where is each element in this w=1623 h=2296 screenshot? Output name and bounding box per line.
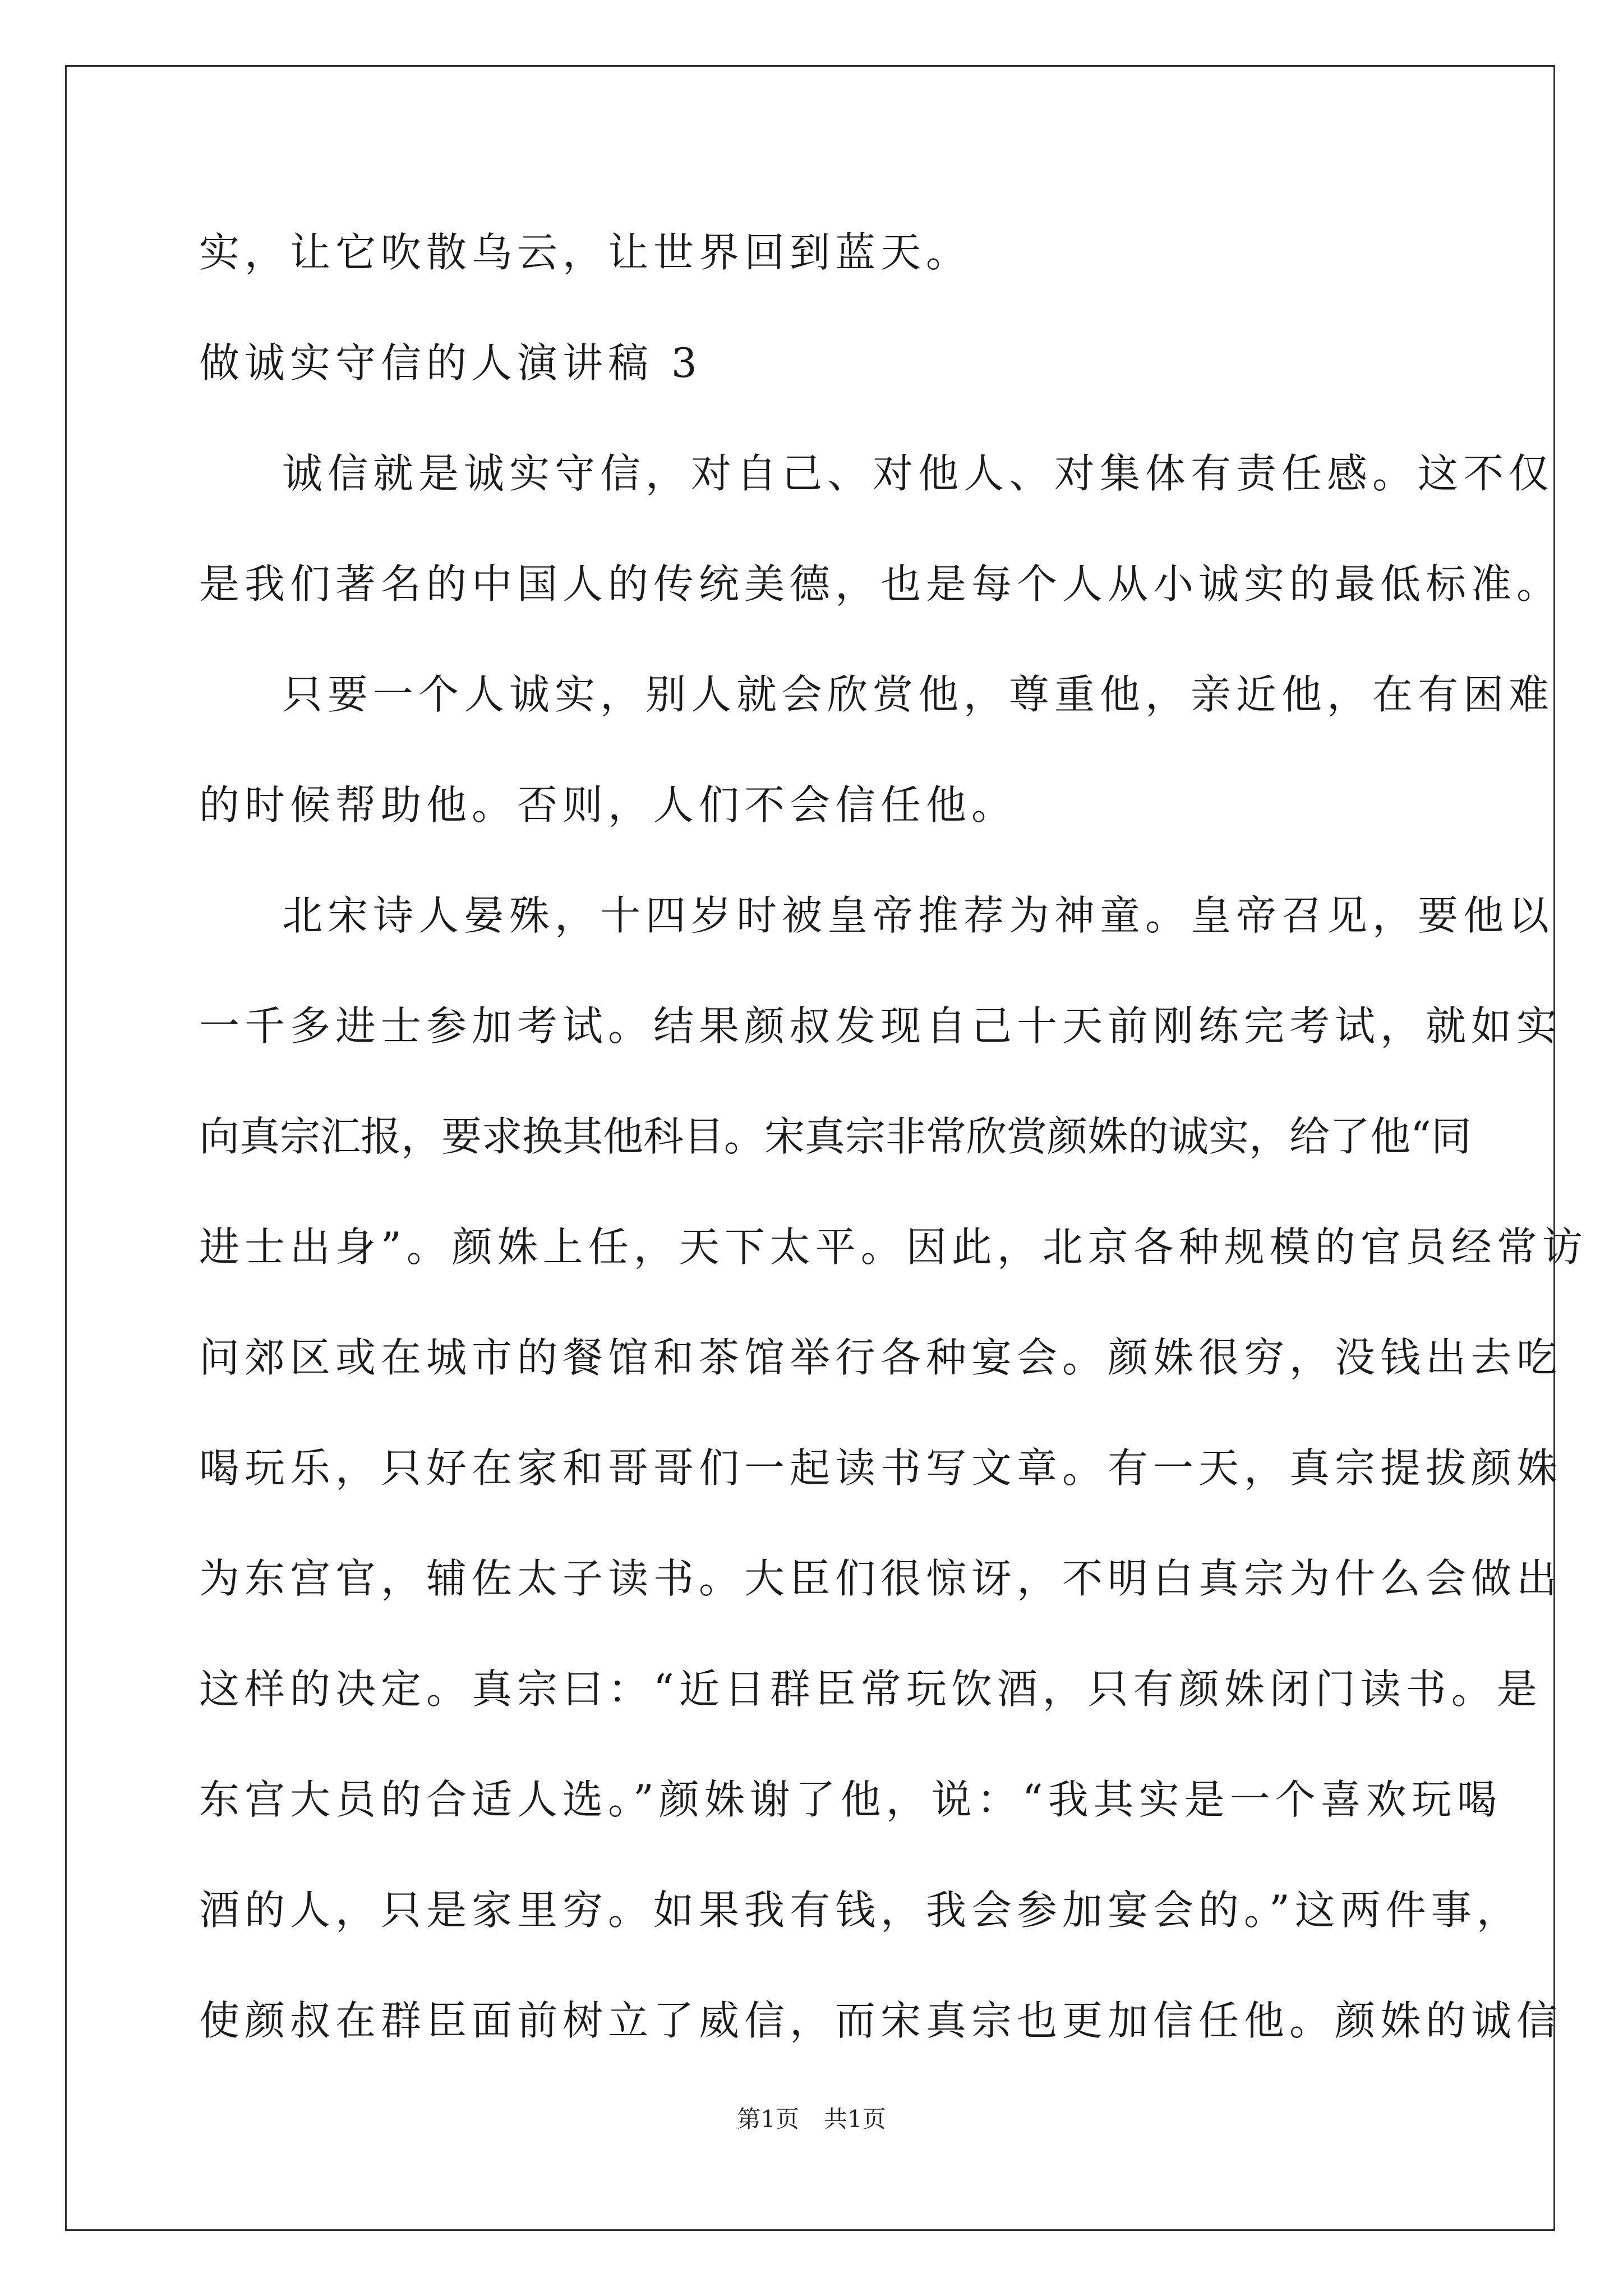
- paragraph-line: 一千多进士参加考试。结果颜叔发现自己十天前刚练完考试，就如实: [199, 1002, 1562, 1050]
- section-heading: 做诚实守信的人演讲稿 3: [199, 339, 702, 386]
- paragraph-line: 是我们著名的中国人的传统美德，也是每个人从小诚实的最低标准。: [199, 560, 1562, 608]
- paragraph-line: 使颜叔在群臣面前树立了威信，而宋真宗也更加信任他。颜姝的诚信: [199, 1997, 1562, 2044]
- page-total: 共1页: [824, 2105, 886, 2133]
- text-line: 实，让它吹散乌云，让世界回到蓝天。: [199, 229, 972, 276]
- paragraph-line: 喝玩乐，只好在家和哥哥们一起读书写文章。有一天，真宗提拔颜姝: [199, 1444, 1562, 1492]
- paragraph-line: 北宋诗人晏殊，十四岁时被皇帝推荐为神童。皇帝召见，要他以: [282, 892, 1555, 939]
- paragraph-line: 诚信就是诚实守信，对自己、对他人、对集体有责任感。这不仅: [282, 450, 1555, 497]
- paragraph-line: 酒的人，只是家里穷。如果我有钱，我会参加宴会的。”这两件事，: [199, 1887, 1522, 1934]
- paragraph-line: 这样的决定。真宗曰：“近日群臣常玩饮酒，只有颜姝闭门读书。是: [199, 1665, 1542, 1713]
- paragraph-line: 为东宫官，辅佐太子读书。大臣们很惊讶，不明白真宗为什么会做出: [199, 1555, 1562, 1602]
- paragraph-line: 的时候帮助他。否则，人们不会信任他。: [199, 781, 1017, 829]
- paragraph-line: 向真宗汇报，要求换其他科目。宋真宗非常欣赏颜姝的诚实，给了他“同: [199, 1113, 1472, 1160]
- paragraph-line: 只要一个人诚实，别人就会欣赏他，尊重他，亲近他，在有困难: [282, 671, 1555, 718]
- paragraph-line: 问郊区或在城市的餐馆和茶馆举行各种宴会。颜姝很穷，没钱出去吃: [199, 1334, 1562, 1381]
- page-footer: [0, 2101, 1623, 2134]
- paragraph-line: 东宫大员的合适人选。”颜姝谢了他，说：“我其实是一个喜欢玩喝: [199, 1776, 1502, 1823]
- paragraph-line: 进士出身”。颜姝上任，天下太平。因此，北京各种规模的官员经常访: [199, 1223, 1588, 1271]
- document-body: [199, 208, 1588, 2086]
- page-number: 第1页: [737, 2105, 799, 2133]
